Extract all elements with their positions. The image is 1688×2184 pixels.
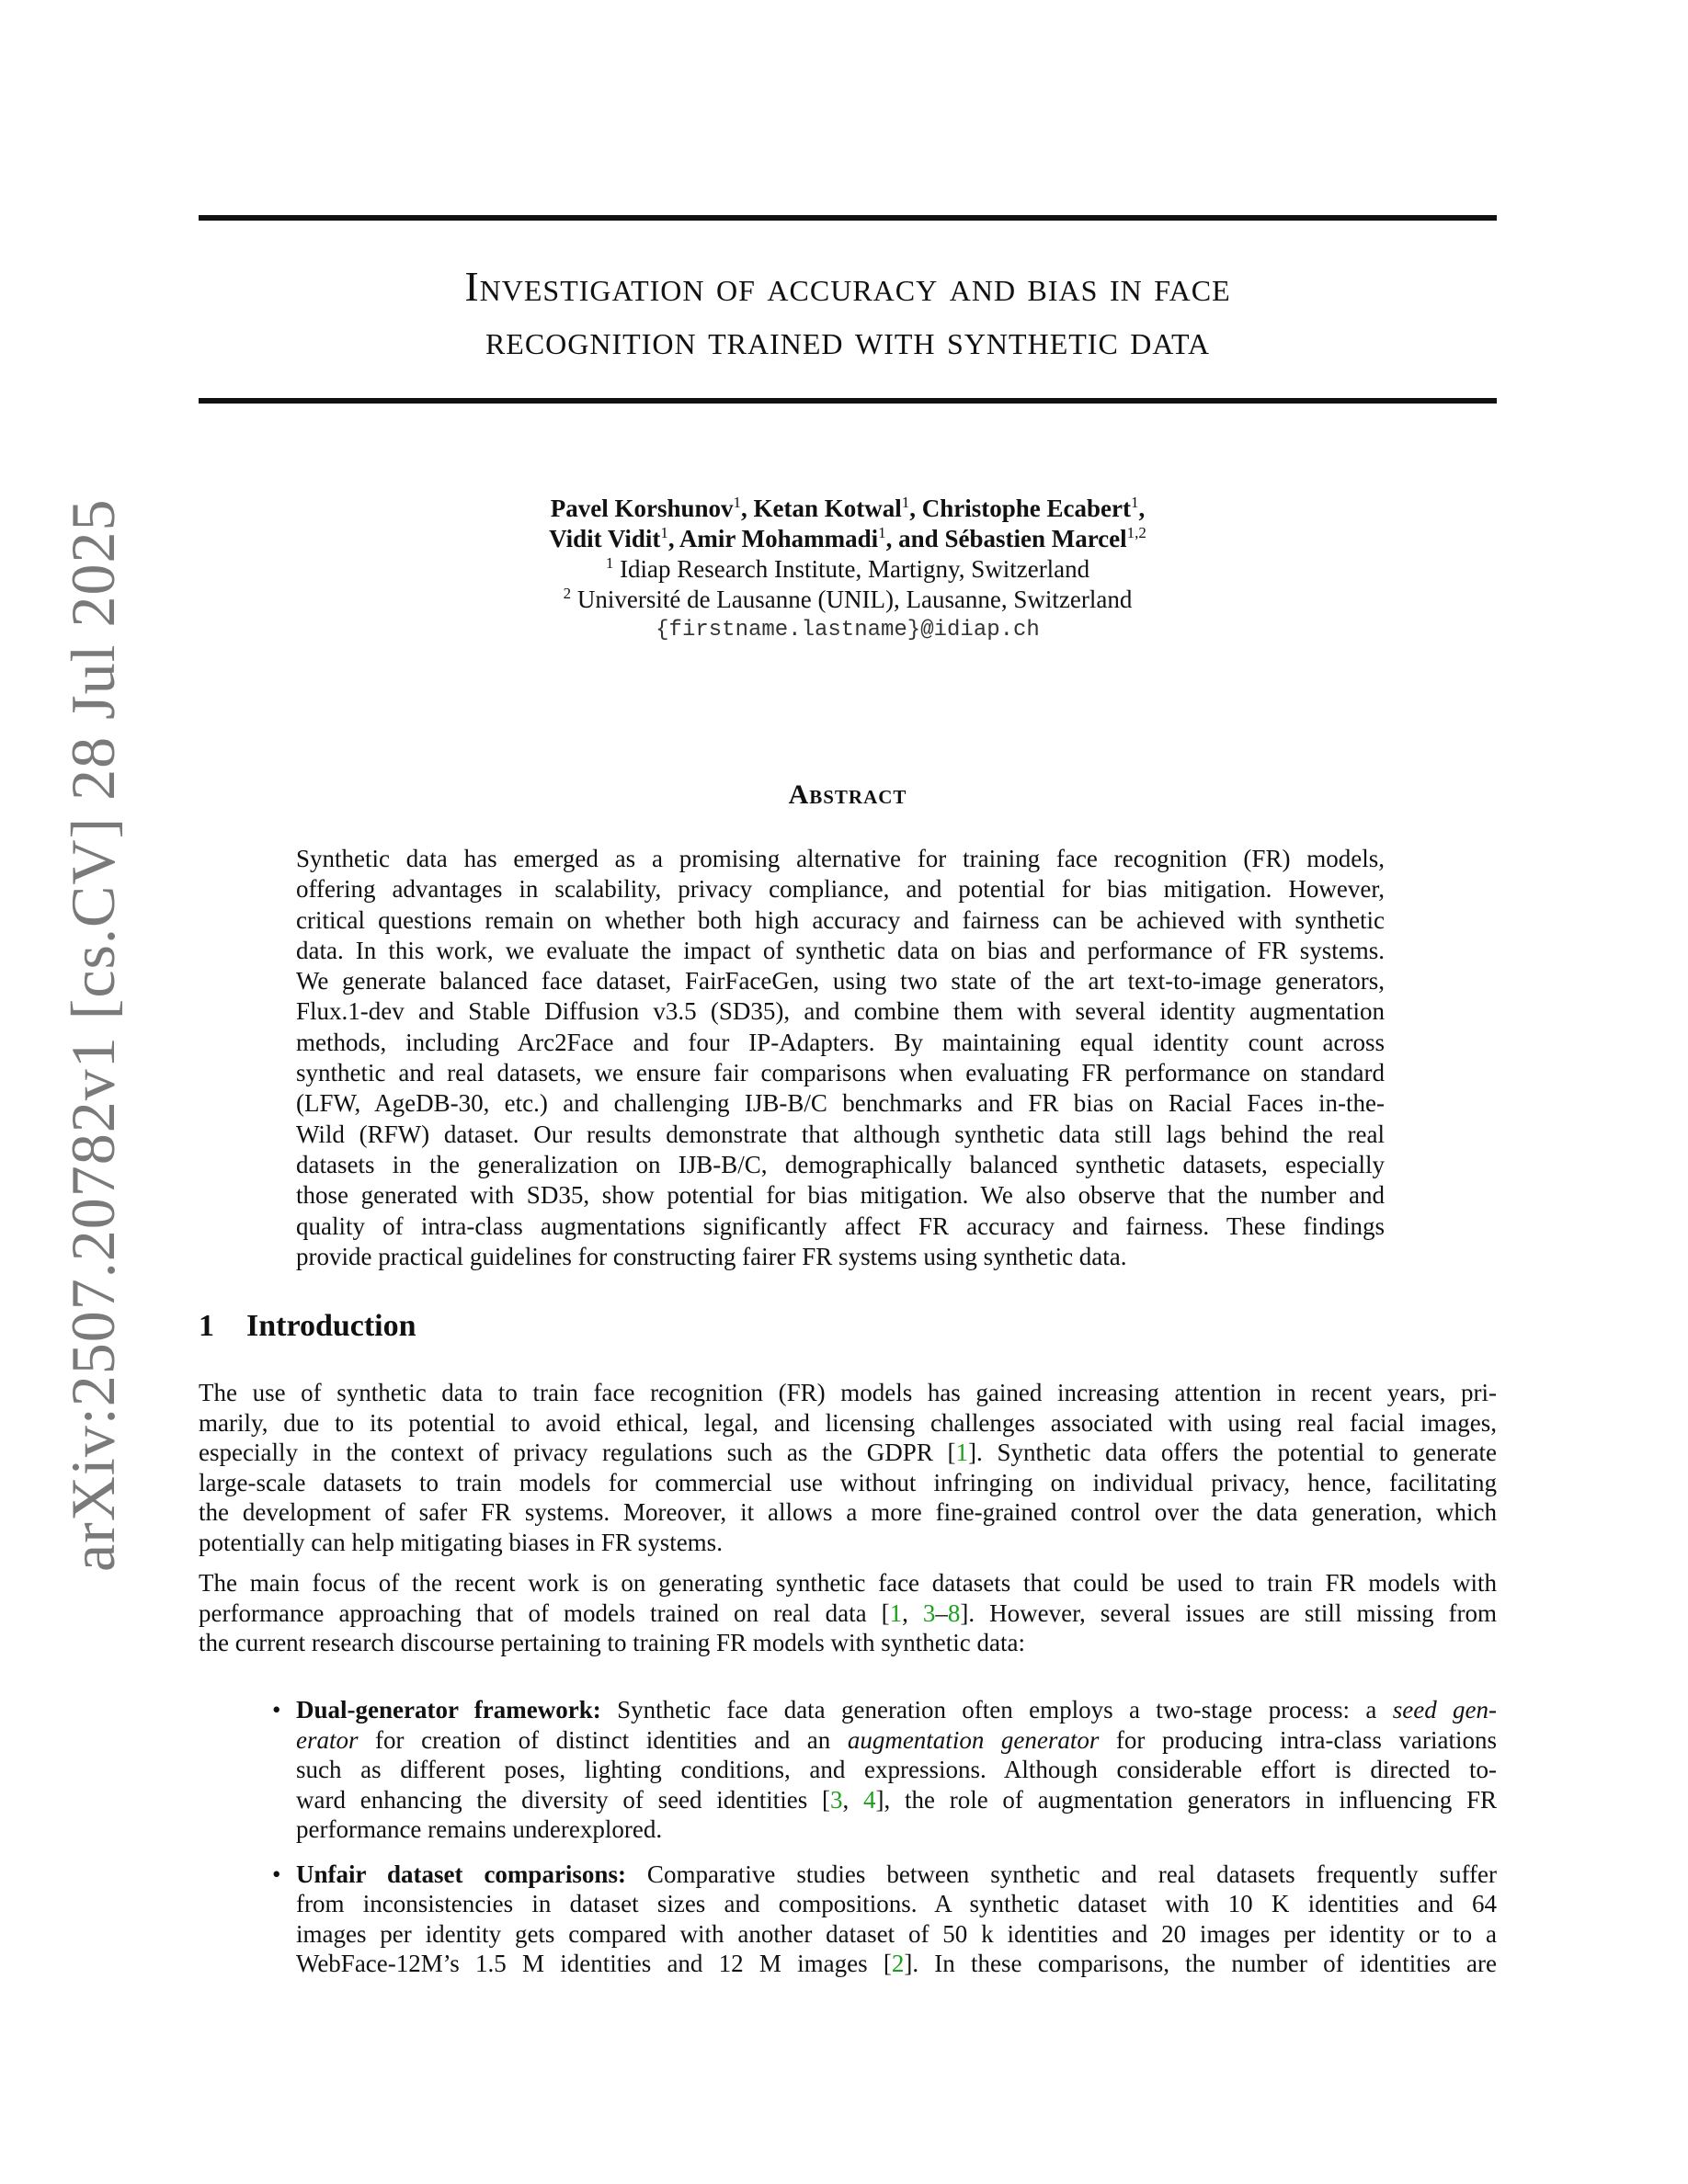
abstract-line: (LFW, AgeDB-30, etc.) and challenging IJB-B/C benchmarks and FR bias on Racial Faces in-the- xyxy=(296,1089,1385,1118)
emphasis-text: augmentation generator xyxy=(847,1725,1100,1754)
title-top-rule xyxy=(199,215,1497,221)
paragraph-line xyxy=(296,1785,1497,1815)
affiliation-1 xyxy=(199,554,1497,585)
author-name: Vidit Vidit xyxy=(549,525,661,552)
paragraph-line xyxy=(296,1725,1497,1756)
abstract-line: methods, including Arc2Face and four IP-Adapters. By maintaining equal identity count across xyxy=(296,1028,1385,1056)
citation-link[interactable]: 8 xyxy=(947,1598,961,1627)
bullet-marker: • xyxy=(272,1860,281,1888)
title-line-2: recognition trained with synthetic data xyxy=(485,316,1211,363)
author-separator: , xyxy=(741,495,754,522)
author-line-1 xyxy=(199,494,1497,524)
text-run: ]. In these comparisons, the number of identities are xyxy=(904,1950,1497,1977)
text-run: Comparative studies between synthetic and real datasets frequently suffer xyxy=(625,1860,1497,1888)
citation-link[interactable]: 3 xyxy=(922,1598,936,1627)
abstract-line: Wild (RFW) dataset. Our results demonstrate that although synthetic data still lags behind the real xyxy=(296,1120,1385,1148)
author-block xyxy=(199,494,1497,645)
author-email[interactable]: {firstname.lastname}@idiap.ch xyxy=(656,618,1040,643)
intro-paragraph-2 xyxy=(199,1568,1497,1658)
author-name: Ketan Kotwal xyxy=(753,495,902,522)
author-affiliation-mark: 1 xyxy=(901,494,910,511)
paragraph-line: images per identity gets compared with another dataset of 50 k identities and 20 images per identity or to a xyxy=(296,1919,1497,1948)
author-affiliation-mark: 1 xyxy=(733,494,742,511)
paragraph-line: performance remains underexplored. xyxy=(296,1815,663,1843)
affiliation-text: Université de Lausanne (UNIL), Lausanne, Switzerland xyxy=(571,586,1133,613)
paragraph-line xyxy=(296,1860,1497,1890)
section-heading-introduction xyxy=(199,1309,416,1344)
emphasis-text: erator xyxy=(296,1725,359,1754)
paragraph-line xyxy=(199,1438,1497,1468)
abstract-line: datasets in the generalization on IJB-B/C, demographically balanced synthetic datasets, especially xyxy=(296,1150,1385,1178)
author-affiliation-mark: 1 xyxy=(878,524,886,541)
affiliation-text: Idiap Research Institute, Martigny, Switzerland xyxy=(613,555,1090,583)
abstract-line: data. In this work, we evaluate the impact of synthetic data on bias and performance of FR systems. xyxy=(296,936,1385,964)
abstract-heading: Abstract xyxy=(788,779,907,810)
paragraph-line: The main focus of the recent work is on generating synthetic face datasets that could be used to train FR models with xyxy=(199,1569,1497,1597)
paragraph-line: the current research discourse pertaining to training FR models with synthetic data: xyxy=(199,1629,1026,1656)
affiliation-mark: 1 xyxy=(605,554,614,572)
paragraph-line: marily, due to its potential to avoid ethical, legal, and licensing challenges associated with using real facial images, xyxy=(199,1408,1497,1437)
paragraph-line xyxy=(199,1598,1497,1629)
author-line-2 xyxy=(199,524,1497,554)
section-number: 1 xyxy=(199,1309,214,1343)
abstract-body xyxy=(296,844,1385,1272)
text-run: especially in the context of privacy regulations such as the GDPR [ xyxy=(199,1439,956,1466)
paragraph-line: such as different poses, lighting conditions, and expressions. Although considerable effort is directed to- xyxy=(296,1756,1497,1783)
author-separator: , xyxy=(667,525,679,552)
author-separator: , xyxy=(909,495,922,522)
abstract-line: provide practical guidelines for constructing fairer FR systems using synthetic data. xyxy=(296,1242,1127,1270)
list-item xyxy=(199,1860,1497,1979)
abstract-line: quality of intra-class augmentations significantly affect FR accuracy and fairness. These findings xyxy=(296,1211,1385,1240)
bullet-marker: • xyxy=(272,1696,281,1723)
text-run: , xyxy=(902,1598,923,1627)
text-run: – xyxy=(935,1598,948,1627)
text-run: for creation of distinct identities and an xyxy=(358,1725,848,1754)
arxiv-margin-identifier: arXiv:2507.20782v1 [cs.CV] 28 Jul 2025 xyxy=(58,498,128,1572)
text-run: ]. However, several issues are still missing from xyxy=(960,1598,1497,1627)
citation-link[interactable]: 1 xyxy=(889,1598,903,1627)
abstract-line: critical questions remain on whether both high accuracy and fairness can be achieved with synthetic xyxy=(296,905,1385,934)
paragraph-line: The use of synthetic data to train face recognition (FR) models has gained increasing attention in recent years, pri- xyxy=(199,1379,1497,1406)
author-name: Pavel Korshunov xyxy=(550,495,734,522)
abstract-line: offering advantages in scalability, privacy compliance, and potential for bias mitigation. However, xyxy=(296,875,1385,904)
issues-bullet-list xyxy=(199,1695,1497,1994)
paragraph-line: the development of safer FR systems. Moreover, it allows a more fine-grained control over the data generation, which xyxy=(199,1498,1497,1526)
affiliation-mark: 2 xyxy=(563,585,572,602)
paragraph-line xyxy=(296,1695,1497,1725)
citation-link[interactable]: 4 xyxy=(863,1785,876,1814)
abstract-line: synthetic and real datasets, we ensure fair comparisons when evaluating FR performance on standard xyxy=(296,1059,1385,1087)
text-run: ], the role of augmentation generators in influencing FR xyxy=(875,1785,1498,1814)
intro-paragraph-1 xyxy=(199,1378,1497,1557)
text-run: ]. Synthetic data offers the potential to generate xyxy=(968,1439,1497,1466)
paragraph-line: potentially can help mitigating biases in FR systems. xyxy=(199,1528,723,1556)
author-name: Christophe Ecabert xyxy=(921,495,1131,522)
citation-link[interactable]: 1 xyxy=(955,1439,969,1466)
author-affiliation-mark: 1,2 xyxy=(1126,524,1146,541)
author-affiliation-mark: 1 xyxy=(660,524,668,541)
paragraph-line xyxy=(296,1949,1497,1979)
abstract-line: Synthetic data has emerged as a promising alternative for training face recognition (FR) models, xyxy=(296,845,1385,872)
bullet-label: Unfair dataset comparisons: xyxy=(296,1860,626,1888)
author-separator: , and xyxy=(885,525,945,552)
abstract-line: Flux.1-dev and Stable Diffusion v3.5 (SD35), and combine them with several identity augmentation xyxy=(296,997,1385,1026)
text-run: WebFace-12M’s 1.5 M identities and 12 M images [ xyxy=(296,1950,892,1977)
author-affiliation-mark: 1 xyxy=(1131,494,1139,511)
text-run: ward enhancing the diversity of seed identities [ xyxy=(296,1785,831,1814)
abstract-line: We generate balanced face dataset, FairFaceGen, using two state of the art text-to-image generators, xyxy=(296,967,1385,995)
emphasis-text: seed gen- xyxy=(1392,1696,1498,1723)
abstract-line: those generated with SD35, show potential for bias mitigation. We also observe that the number and xyxy=(296,1181,1385,1210)
title-bottom-rule xyxy=(199,398,1497,404)
bullet-label: Dual-generator framework: xyxy=(296,1696,601,1723)
text-run: for producing intra-class variations xyxy=(1099,1725,1497,1754)
paragraph-line: large-scale datasets to train models for commercial use without infringing on individual privacy, hence, facilitating xyxy=(199,1468,1497,1496)
text-run: , xyxy=(842,1785,864,1814)
author-name: Amir Mohammadi xyxy=(679,525,879,552)
list-item xyxy=(199,1695,1497,1845)
author-name: Sébastien Marcel xyxy=(944,525,1127,552)
paper-title xyxy=(199,260,1497,367)
citation-link[interactable]: 3 xyxy=(830,1785,843,1814)
citation-link[interactable]: 2 xyxy=(891,1950,905,1977)
affiliation-2 xyxy=(199,585,1497,615)
paragraph-line: from inconsistencies in dataset sizes and compositions. A synthetic dataset with 10 K identities and 64 xyxy=(296,1890,1497,1917)
author-separator: , xyxy=(1138,495,1146,522)
title-line-1: Investigation of accuracy and bias in face xyxy=(464,263,1231,310)
text-run: performance approaching that of models trained on real data [ xyxy=(199,1598,890,1627)
text-run: Synthetic face data generation often employs a two-stage process: a xyxy=(600,1696,1393,1723)
section-title: Introduction xyxy=(246,1309,416,1343)
